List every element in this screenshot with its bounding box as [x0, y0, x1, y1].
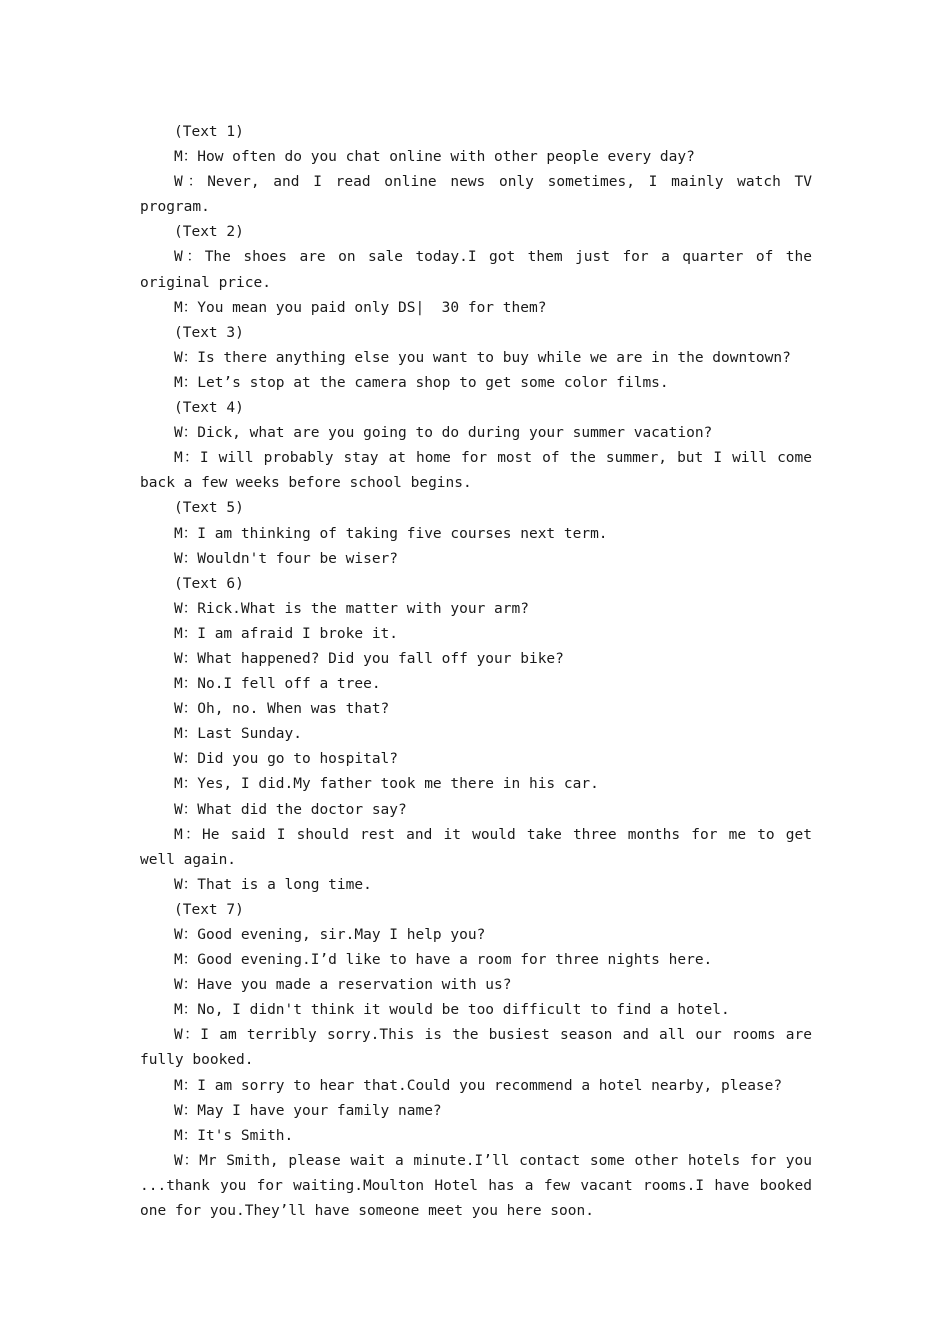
dialogue-line: M：How often do you chat online with other people every day? — [174, 149, 695, 166]
dialogue-line: W：Good evening, sir.May I help you? — [174, 927, 486, 943]
dialogue-line: M：Good evening.I’d like to have a room for three nights here. — [174, 952, 713, 969]
dialogue-line: W：The shoes are on sale today.I got them just for a quarter of the original price. — [140, 249, 821, 291]
dialogue-line: W：Never, and I read online news only sometimes, I mainly watch TV program. — [140, 174, 821, 216]
section-heading-text-2: (Text 2) — [174, 224, 244, 241]
dialogue-line: M：I will probably stay at home for most of the summer, but I will come back a few weeks before school begins. — [140, 450, 821, 492]
section-heading-text-6: (Text 6) — [174, 575, 244, 592]
dialogue-line: M：Yes, I did.My father took me there in his car. — [174, 776, 599, 793]
dialogue-line: W：May I have your family name? — [174, 1102, 442, 1119]
dialogue-line: W：What happened? Did you fall off your bike? — [174, 650, 564, 667]
section-heading-text-1: (Text 1) — [174, 124, 244, 140]
dialogue-line: M：I am sorry to hear that.Could you recommend a hotel nearby, please? — [174, 1077, 783, 1094]
dialogue-line: M：Let’s stop at the camera shop to get some color films. — [174, 374, 669, 391]
dialogue-line: W：I am terribly sorry.This is the busiest season and all our rooms are fully booked. — [140, 1027, 821, 1069]
dialogue-line: W：Have you made a reservation with us? — [174, 977, 512, 994]
dialogue-line: W：Rick.What is the matter with your arm? — [174, 600, 529, 617]
dialogue-line: M：You mean you paid only DS| 30 for them? — [174, 299, 547, 316]
dialogue-line: M：Last Sunday. — [174, 726, 302, 743]
section-heading-text-4: (Text 4) — [174, 400, 244, 417]
dialogue-line: W：Is there anything else you want to buy while we are in the downtown? — [174, 349, 791, 366]
dialogue-line: W：Mr Smith, please wait a minute.I’ll contact some other hotels for you ...thank you for waiting.Moulton Hotel has a few vacant rooms.I have booked one for you.They’ll have someone meet you here soon. — [140, 1152, 821, 1220]
dialogue-line: M：No, I didn't think it would be too difficult to find a hotel. — [174, 1002, 730, 1019]
dialogue-line: M：He said I should rest and it would take three months for me to get well again. — [140, 826, 821, 868]
section-heading-text-7: (Text 7) — [174, 901, 244, 918]
section-heading-text-5: (Text 5) — [174, 500, 244, 517]
dialogue-line: M：No.I fell off a tree. — [174, 676, 381, 693]
dialogue-line: W：Oh, no. When was that? — [174, 701, 390, 718]
dialogue-line: M：I am thinking of taking five courses next term. — [174, 525, 608, 542]
dialogue-line: W：Dick, what are you going to do during your summer vacation? — [174, 425, 713, 442]
dialogue-line: W：That is a long time. — [174, 876, 372, 893]
dialogue-line: W：What did the doctor say? — [174, 801, 407, 818]
dialogue-line: M：I am afraid I broke it. — [174, 625, 399, 642]
dialogue-line: W：Did you go to hospital? — [174, 751, 399, 768]
document-body — [140, 120, 821, 1224]
section-heading-text-3: (Text 3) — [174, 324, 244, 341]
dialogue-line: M：It's Smith. — [174, 1127, 294, 1144]
dialogue-line: W：Wouldn't four be wiser? — [174, 550, 399, 567]
